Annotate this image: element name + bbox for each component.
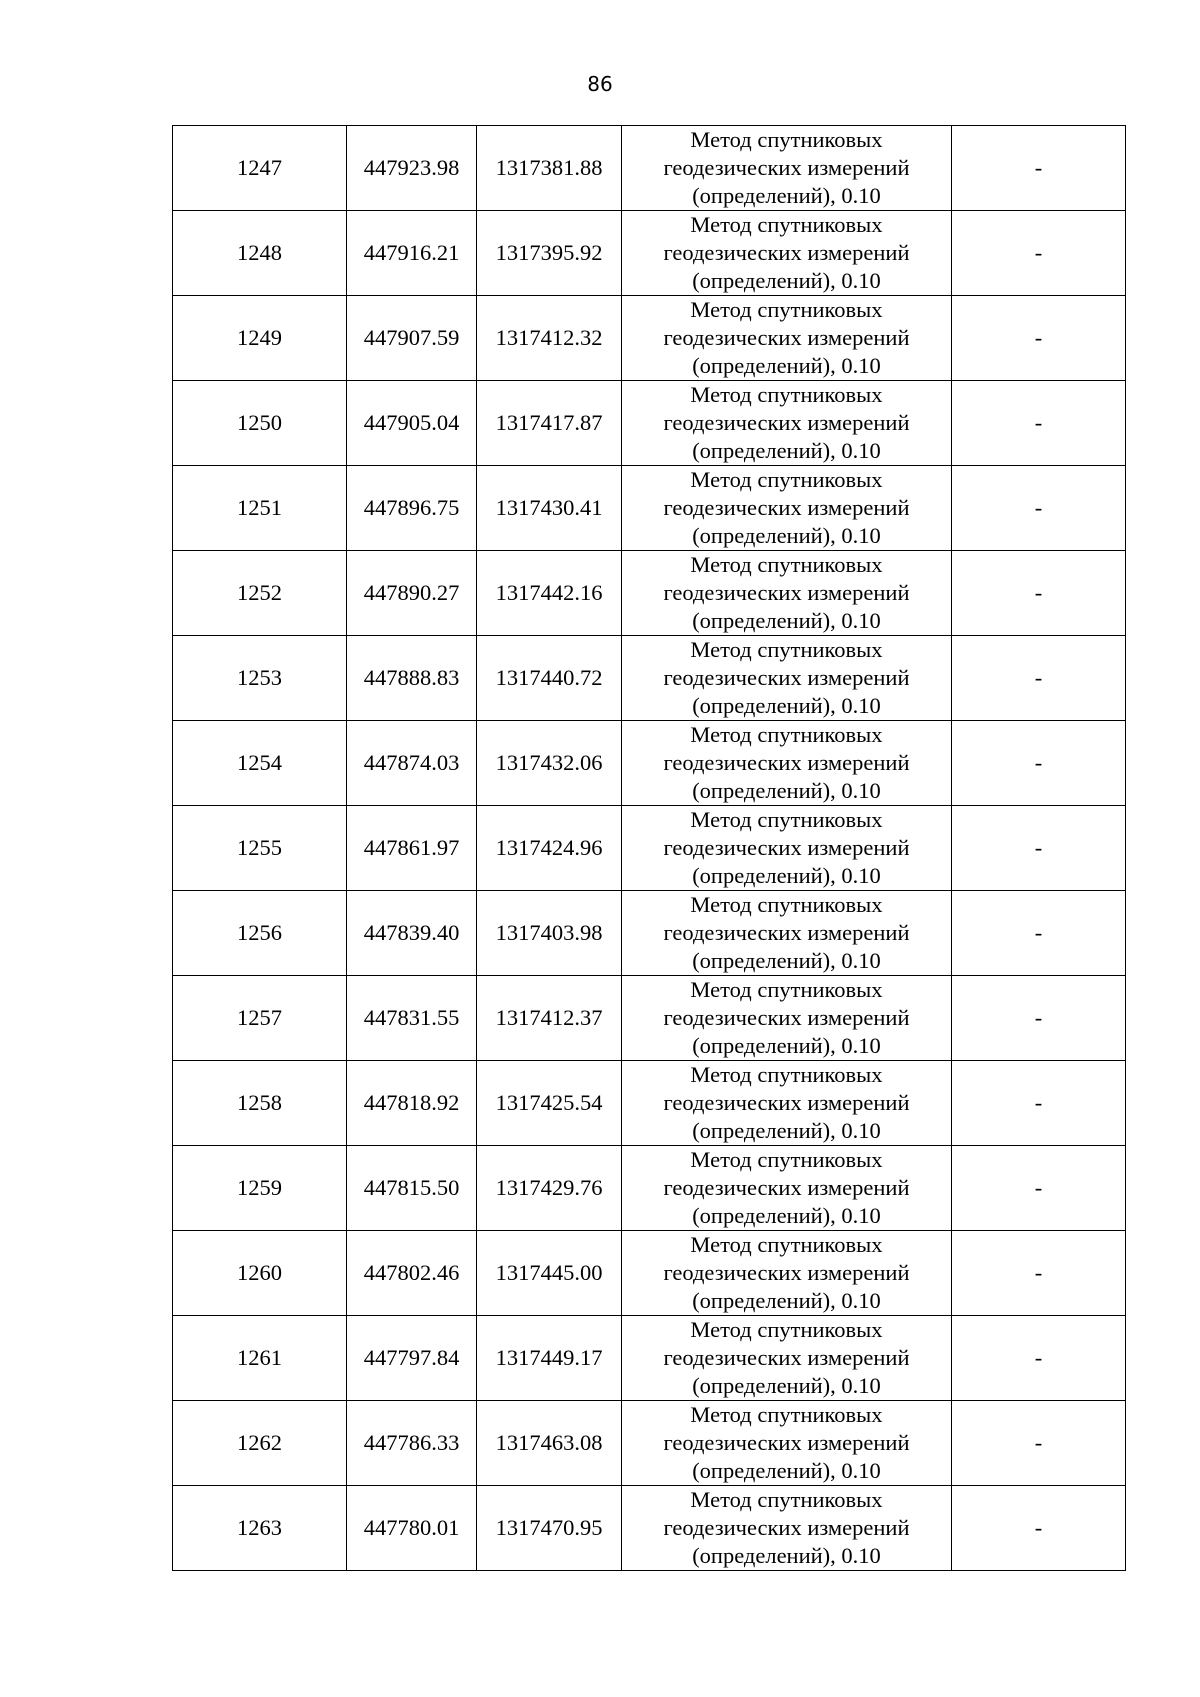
method-line: Метод спутниковых	[690, 1402, 883, 1427]
point-number-cell: 1261	[173, 1316, 347, 1401]
y-coordinate-cell: 1317412.32	[477, 296, 622, 381]
note-cell: -	[952, 1316, 1126, 1401]
y-coordinate-cell: 1317449.17	[477, 1316, 622, 1401]
method-line: (определений), 0.10	[692, 608, 881, 633]
method-line: (определений), 0.10	[692, 693, 881, 718]
method-cell	[622, 891, 952, 976]
method-line: геодезических измерений	[663, 665, 910, 690]
method-line: Метод спутниковых	[690, 297, 883, 322]
y-coordinate-cell: 1317395.92	[477, 211, 622, 296]
note-cell: -	[952, 721, 1126, 806]
table-row	[173, 1486, 1126, 1571]
method-line: геодезических измерений	[663, 580, 910, 605]
y-coordinate-cell: 1317430.41	[477, 466, 622, 551]
x-coordinate-cell: 447888.83	[347, 636, 477, 721]
point-number-cell: 1248	[173, 211, 347, 296]
y-coordinate-cell: 1317403.98	[477, 891, 622, 976]
x-coordinate-cell: 447916.21	[347, 211, 477, 296]
method-line: геодезических измерений	[663, 1260, 910, 1285]
method-cell	[622, 126, 952, 211]
x-coordinate-cell: 447905.04	[347, 381, 477, 466]
y-coordinate-cell: 1317440.72	[477, 636, 622, 721]
method-cell	[622, 296, 952, 381]
point-number-cell: 1258	[173, 1061, 347, 1146]
method-line: геодезических измерений	[663, 1515, 910, 1540]
method-line: Метод спутниковых	[690, 1487, 883, 1512]
point-number-cell: 1254	[173, 721, 347, 806]
method-cell	[622, 1316, 952, 1401]
note-cell: -	[952, 1231, 1126, 1316]
method-cell	[622, 1146, 952, 1231]
table-row	[173, 466, 1126, 551]
method-line: геодезических измерений	[663, 1345, 910, 1370]
method-line: Метод спутниковых	[690, 722, 883, 747]
x-coordinate-cell: 447861.97	[347, 806, 477, 891]
method-line: (определений), 0.10	[692, 183, 881, 208]
method-line: (определений), 0.10	[692, 438, 881, 463]
method-line: геодезических измерений	[663, 155, 910, 180]
note-cell: -	[952, 1486, 1126, 1571]
note-cell: -	[952, 976, 1126, 1061]
point-number-cell: 1255	[173, 806, 347, 891]
method-line: (определений), 0.10	[692, 1033, 881, 1058]
table-row	[173, 891, 1126, 976]
table-row	[173, 1061, 1126, 1146]
method-line: Метод спутниковых	[690, 807, 883, 832]
method-line: геодезических измерений	[663, 1005, 910, 1030]
table-row	[173, 126, 1126, 211]
page-number: 86	[587, 72, 613, 96]
note-cell: -	[952, 1061, 1126, 1146]
method-cell	[622, 806, 952, 891]
table-row	[173, 551, 1126, 636]
x-coordinate-cell: 447802.46	[347, 1231, 477, 1316]
table-row	[173, 1316, 1126, 1401]
method-line: геодезических измерений	[663, 750, 910, 775]
method-line: Метод спутниковых	[690, 382, 883, 407]
table-row	[173, 296, 1126, 381]
method-line: Метод спутниковых	[690, 552, 883, 577]
method-cell	[622, 1401, 952, 1486]
point-number-cell: 1250	[173, 381, 347, 466]
table-row	[173, 381, 1126, 466]
method-line: (определений), 0.10	[692, 1118, 881, 1143]
x-coordinate-cell: 447839.40	[347, 891, 477, 976]
x-coordinate-cell: 447896.75	[347, 466, 477, 551]
x-coordinate-cell: 447890.27	[347, 551, 477, 636]
table-row	[173, 976, 1126, 1061]
method-line: (определений), 0.10	[692, 353, 881, 378]
method-cell	[622, 1486, 952, 1571]
table-row	[173, 636, 1126, 721]
table-row	[173, 806, 1126, 891]
method-cell	[622, 636, 952, 721]
method-line: (определений), 0.10	[692, 1203, 881, 1228]
method-line: геодезических измерений	[663, 325, 910, 350]
y-coordinate-cell: 1317432.06	[477, 721, 622, 806]
y-coordinate-cell: 1317463.08	[477, 1401, 622, 1486]
x-coordinate-cell: 447923.98	[347, 126, 477, 211]
method-line: (определений), 0.10	[692, 778, 881, 803]
method-line: (определений), 0.10	[692, 948, 881, 973]
point-number-cell: 1256	[173, 891, 347, 976]
note-cell: -	[952, 126, 1126, 211]
method-line: геодезических измерений	[663, 410, 910, 435]
note-cell: -	[952, 211, 1126, 296]
note-cell: -	[952, 1146, 1126, 1231]
point-number-cell: 1249	[173, 296, 347, 381]
method-line: Метод спутниковых	[690, 1062, 883, 1087]
method-cell	[622, 721, 952, 806]
table-row	[173, 211, 1126, 296]
method-line: Метод спутниковых	[690, 977, 883, 1002]
note-cell: -	[952, 891, 1126, 976]
y-coordinate-cell: 1317412.37	[477, 976, 622, 1061]
point-number-cell: 1247	[173, 126, 347, 211]
method-cell	[622, 381, 952, 466]
table-row	[173, 1146, 1126, 1231]
method-line: Метод спутниковых	[690, 892, 883, 917]
note-cell: -	[952, 636, 1126, 721]
y-coordinate-cell: 1317445.00	[477, 1231, 622, 1316]
method-cell	[622, 211, 952, 296]
x-coordinate-cell: 447831.55	[347, 976, 477, 1061]
method-cell	[622, 1231, 952, 1316]
x-coordinate-cell: 447815.50	[347, 1146, 477, 1231]
method-line: геодезических измерений	[663, 240, 910, 265]
x-coordinate-cell: 447797.84	[347, 1316, 477, 1401]
method-line: (определений), 0.10	[692, 863, 881, 888]
x-coordinate-cell: 447907.59	[347, 296, 477, 381]
method-line: Метод спутниковых	[690, 1147, 883, 1172]
method-line: Метод спутниковых	[690, 467, 883, 492]
table-row	[173, 1401, 1126, 1486]
table-row	[173, 1231, 1126, 1316]
method-cell	[622, 551, 952, 636]
method-line: (определений), 0.10	[692, 1288, 881, 1313]
method-line: геодезических измерений	[663, 1090, 910, 1115]
note-cell: -	[952, 806, 1126, 891]
method-line: Метод спутниковых	[690, 1232, 883, 1257]
x-coordinate-cell: 447818.92	[347, 1061, 477, 1146]
y-coordinate-cell: 1317470.95	[477, 1486, 622, 1571]
x-coordinate-cell: 447780.01	[347, 1486, 477, 1571]
point-number-cell: 1251	[173, 466, 347, 551]
note-cell: -	[952, 381, 1126, 466]
method-line: (определений), 0.10	[692, 523, 881, 548]
method-line: геодезических измерений	[663, 1430, 910, 1455]
x-coordinate-cell: 447786.33	[347, 1401, 477, 1486]
method-line: Метод спутниковых	[690, 212, 883, 237]
method-line: геодезических измерений	[663, 1175, 910, 1200]
coordinates-table-body	[173, 126, 1126, 1571]
point-number-cell: 1257	[173, 976, 347, 1061]
method-cell	[622, 976, 952, 1061]
method-line: Метод спутниковых	[690, 637, 883, 662]
table-row	[173, 721, 1126, 806]
note-cell: -	[952, 1401, 1126, 1486]
method-cell	[622, 466, 952, 551]
y-coordinate-cell: 1317424.96	[477, 806, 622, 891]
method-line: (определений), 0.10	[692, 268, 881, 293]
x-coordinate-cell: 447874.03	[347, 721, 477, 806]
point-number-cell: 1263	[173, 1486, 347, 1571]
note-cell: -	[952, 551, 1126, 636]
y-coordinate-cell: 1317417.87	[477, 381, 622, 466]
y-coordinate-cell: 1317429.76	[477, 1146, 622, 1231]
method-line: (определений), 0.10	[692, 1458, 881, 1483]
y-coordinate-cell: 1317425.54	[477, 1061, 622, 1146]
method-cell	[622, 1061, 952, 1146]
method-line: (определений), 0.10	[692, 1373, 881, 1398]
note-cell: -	[952, 296, 1126, 381]
method-line: геодезических измерений	[663, 835, 910, 860]
point-number-cell: 1262	[173, 1401, 347, 1486]
method-line: (определений), 0.10	[692, 1543, 881, 1568]
y-coordinate-cell: 1317442.16	[477, 551, 622, 636]
y-coordinate-cell: 1317381.88	[477, 126, 622, 211]
point-number-cell: 1260	[173, 1231, 347, 1316]
coordinates-table	[172, 125, 1126, 1571]
note-cell: -	[952, 466, 1126, 551]
method-line: геодезических измерений	[663, 920, 910, 945]
method-line: геодезических измерений	[663, 495, 910, 520]
point-number-cell: 1259	[173, 1146, 347, 1231]
method-line: Метод спутниковых	[690, 127, 883, 152]
point-number-cell: 1253	[173, 636, 347, 721]
point-number-cell: 1252	[173, 551, 347, 636]
method-line: Метод спутниковых	[690, 1317, 883, 1342]
